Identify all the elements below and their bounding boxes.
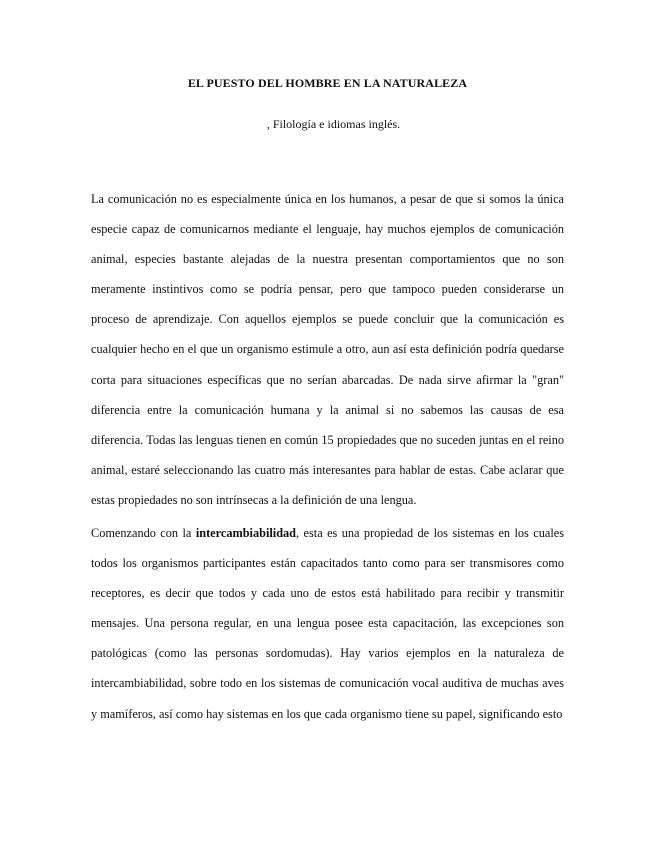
paragraph-2 [91, 518, 564, 729]
document-subtitle: , Filología e idiomas inglés. [266, 117, 401, 131]
document-title: EL PUESTO DEL HOMBRE EN LA NATURALEZA [187, 76, 468, 90]
paragraph-2-lead: Comenzando con la [91, 526, 196, 540]
paragraph-1: La comunicación no es especialmente única en los humanos, a pesar de que si somos la única especie capaz de comunicarnos mediante el lenguaje, hay muchos ejemplos de comunicación animal, especies bastante alejadas de la nuestra presentan comportamientos que no son meramente instintivos como se podría pensar, pero que tampoco pueden considerarse un proceso de aprendizaje. Con aquellos ejemplos se puede concluir que la comunicación es cualquier hecho en el que un organismo estimule a otro, aun así esta definición podría quedarse corta para situaciones específicas que no serían abarcadas. De nada sirve afirmar la "gran" diferencia entre la comunicación humana y la animal si no sabemos las causas de esa diferencia. Todas las lenguas tienen en común 15 propiedades que no suceden juntas en el reino animal, estaré seleccionando las cuatro más interesantes para hablar de estas. Cabe aclarar que estas propiedades no son intrínsecas a la definición de una lengua. [91, 192, 564, 507]
paragraph-2-rest: , esta es una propiedad de los sistemas en los cuales todos los organismos participantes están capacitados tanto como para ser transmisores como receptores, es decir que todos y cada uno de estos está habilitado para recibir y transmitir mensajes. Una persona regular, en una lengua posee esta capacitación, las excepciones son patológicas (como las personas sordomudas). Hay varios ejemplos en la naturaleza de intercambiabilidad, sobre todo en los sistemas de comunicación vocal auditiva de muchas aves y mamíferos, así como hay sistemas en los que cada organismo tiene su papel, significando esto [91, 526, 564, 721]
paragraph-2-term: intercambiabilidad [195, 526, 297, 540]
